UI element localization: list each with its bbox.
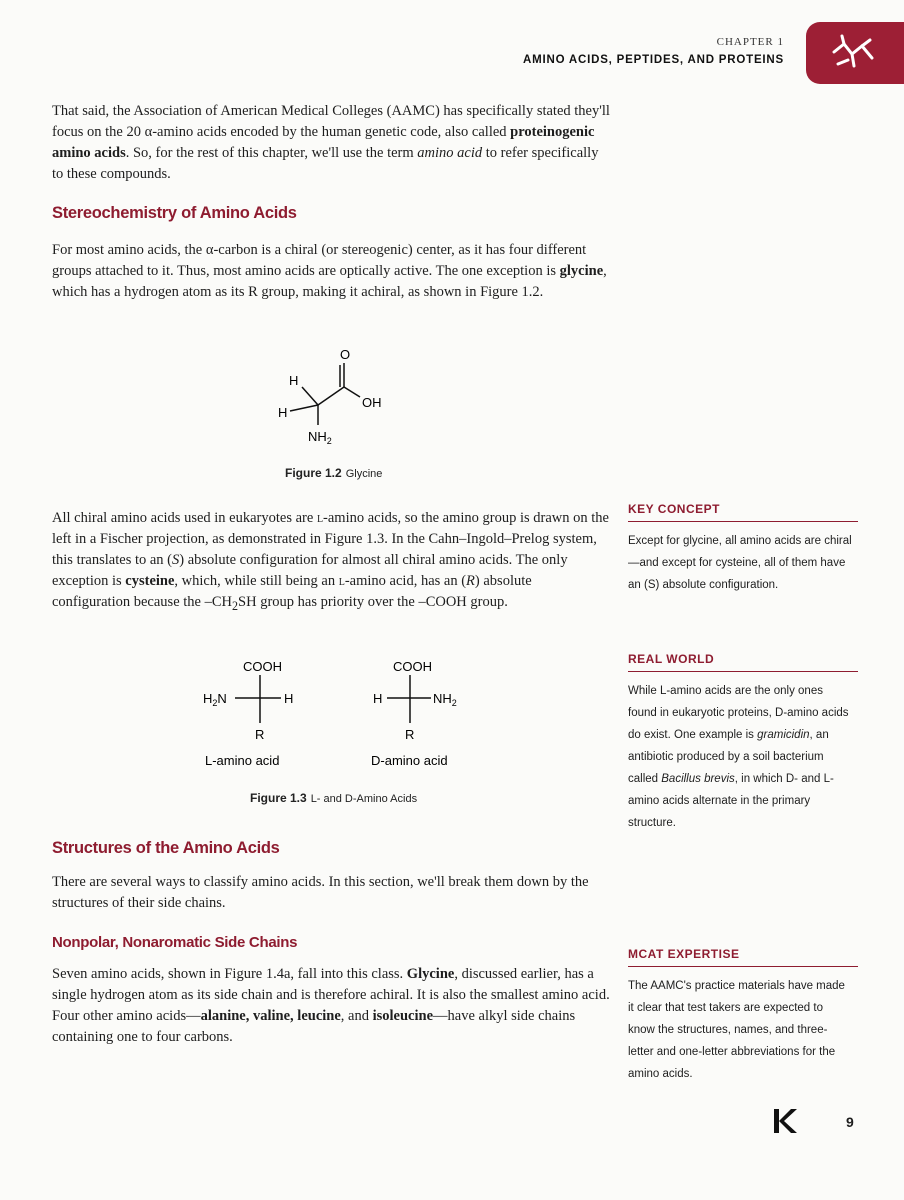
structures-paragraph: There are several ways to classify amino acids. In this section, we'll break them down by the structures of their side chains.: [52, 874, 589, 911]
d-amino-acid-label: D-amino acid: [371, 753, 448, 768]
mcat-expertise-title: MCAT EXPERTISE: [628, 947, 858, 967]
key-concept-body: Except for glycine, all amino acids are chiral—and except for cysteine, all of them have an (S) absolute configuration.: [628, 535, 852, 591]
subheading-nonpolar-nonaromatic: Nonpolar, Nonaromatic Side Chains: [52, 934, 298, 951]
section-heading-structures: Structures of the Amino Acids: [52, 839, 280, 857]
stereochemistry-paragraph-1: For most amino acids, the α-carbon is a chiral (or stereogenic) center, as it has four different groups attached to it. Thus, most amino acids are optically active. The one exception is glycine, which has a hydrogen atom as its R group, making it achiral, as shown in Figure 1.2.: [52, 242, 607, 300]
real-world-body: While L-amino acids are the only ones found in eukaryotic proteins, D-amino acids do exist. One example is gramicidin, an antibiotic produced by a soil bacterium called Bacillus brevis, in which D- and L-amino acids alternate in the primary structure.: [628, 685, 849, 829]
chapter-title: AMINO ACIDS, PEPTIDES, AND PROTEINS: [522, 54, 784, 66]
atom-nh2: $NH_2$: [308, 429, 332, 445]
atom-h-top: H: [289, 373, 299, 388]
d-top-cooh: COOH: [393, 659, 432, 674]
figure-1-2-caption: Figure 1.2 Glycine: [285, 466, 383, 480]
mcat-expertise-body: The AAMC's practice materials have made it clear that test takers are expected to know the structures, names, and three-letter and one-letter abbreviations for the amino acids.: [628, 980, 845, 1080]
d-bottom-r: R: [405, 727, 415, 742]
l-right-h: H: [284, 691, 294, 706]
nonpolar-paragraph: Seven amino acids, shown in Figure 1.4a, fall into this class. Glycine, discussed earlier, has a single hydrogen atom as its side chain and is therefore achiral. It is also the smallest amino acid. Four other amino acids—alanine, valine, leucine, and isoleucine—have alkyl side chains containing one to four carbons.: [52, 966, 610, 1045]
molecule-icon: [830, 34, 880, 74]
l-left-h2n: $H_2N$: [203, 691, 227, 708]
sidebar-mcat-expertise: [628, 947, 858, 1085]
chapter-label: CHAPTER 1: [716, 36, 784, 48]
section-heading-stereochemistry: Stereochemistry of Amino Acids: [52, 204, 297, 222]
glycine-structure: [270, 345, 400, 445]
running-header: [523, 36, 784, 66]
fischer-projections: [195, 655, 485, 775]
stereochemistry-paragraph-2: All chiral amino acids used in eukaryotes are l-amino acids, so the amino group is drawn on the left in a Fischer projection, as demonstrated in Figure 1.3. In the Cahn–Ingold–Prelog system, this translates to an (S) absolute configuration for almost all chiral amino acids. The only exception is cysteine, which, while still being an l-amino acid, has an (R) absolute configuration because the $-CH_2SH$ group has priority over the –COOH group.: [52, 510, 609, 613]
chapter-tab: [806, 22, 904, 84]
l-bottom-r: R: [255, 727, 265, 742]
l-amino-acid-label: L-amino acid: [205, 753, 280, 768]
d-right-nh2: $NH_2$: [433, 691, 457, 708]
real-world-title: REAL WORLD: [628, 652, 858, 672]
atom-h-left: H: [278, 405, 288, 420]
sidebar-real-world: [628, 652, 858, 834]
atom-o: O: [340, 347, 351, 362]
figure-1-3-caption: Figure 1.3 L- and D-Amino Acids: [250, 791, 418, 805]
sidebar-key-concept: [628, 502, 858, 596]
kaplan-k-logo: [770, 1105, 800, 1135]
l-top-cooh: COOH: [243, 659, 282, 674]
atom-oh: OH: [362, 395, 382, 410]
intro-paragraph: That said, the Association of American Medical Colleges (AAMC) has specifically stated they'll focus on the 20 α-amino acids encoded by the human genetic code, also called proteinogenic amino acids. So, for the rest of this chapter, we'll use the term amino acid to refer specifically to these compounds.: [52, 103, 610, 182]
key-concept-title: KEY CONCEPT: [628, 502, 858, 522]
page-number: 9: [846, 1114, 854, 1130]
d-left-h: H: [373, 691, 383, 706]
